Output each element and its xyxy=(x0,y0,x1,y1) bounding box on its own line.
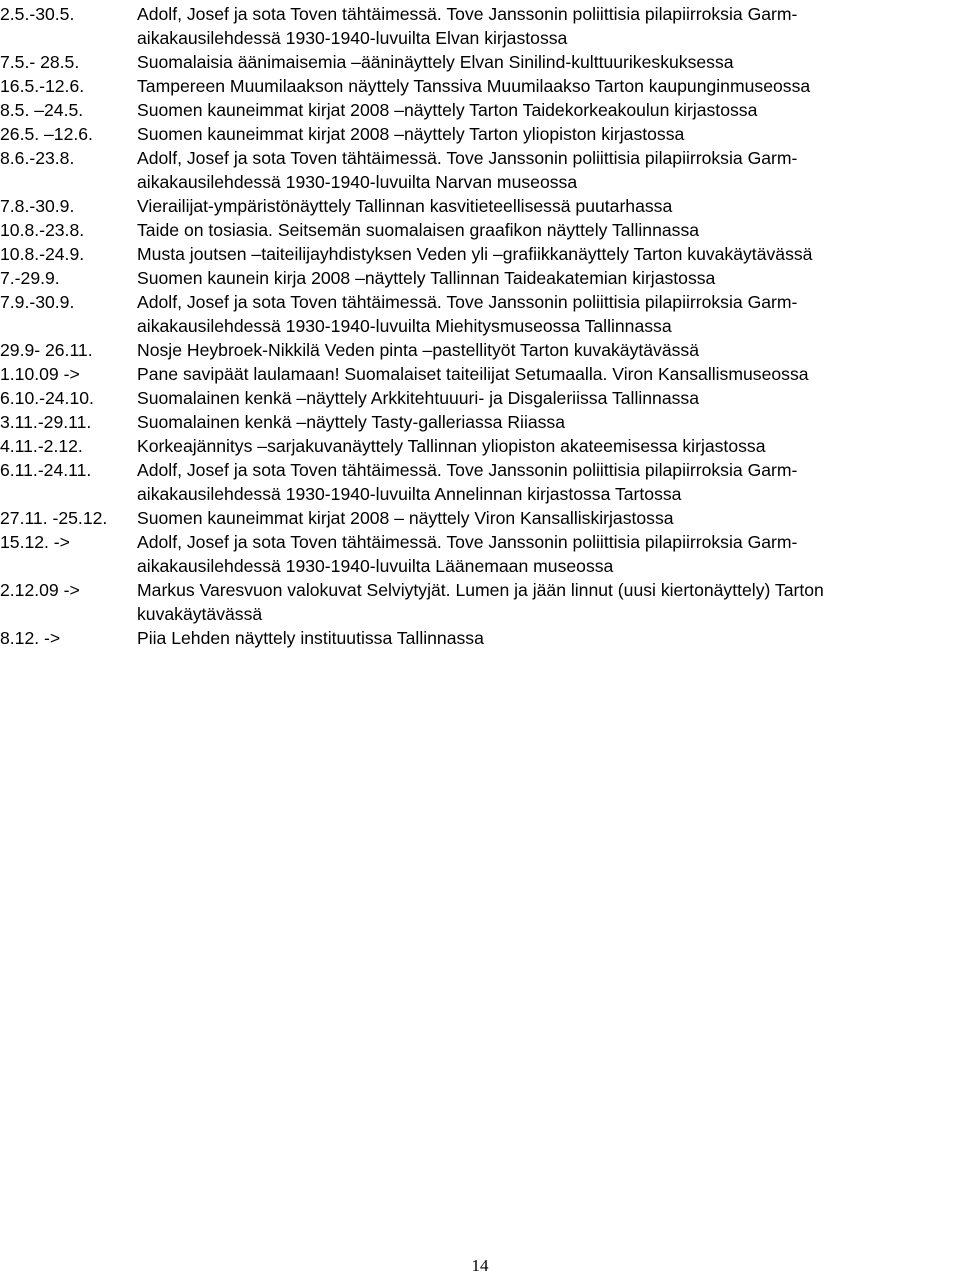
schedule-entry xyxy=(0,626,960,650)
schedule-entry xyxy=(0,578,960,626)
entry-description xyxy=(137,530,960,578)
schedule-entry xyxy=(0,122,960,146)
schedule-entry xyxy=(0,338,960,362)
entry-description xyxy=(137,50,960,74)
entry-description xyxy=(137,362,960,386)
entry-description-line: Musta joutsen –taiteilijayhdistyksen Veden yli –grafiikkanäyttely Tarton kuvakäytävässä xyxy=(137,244,813,264)
schedule-entry xyxy=(0,242,960,266)
entry-date: 10.8.-23.8. xyxy=(0,220,85,240)
entry-description xyxy=(137,506,960,530)
entry-description-line: Pane savipäät laulamaan! Suomalaiset taiteilijat Setumaalla. Viron Kansallismuseossa xyxy=(137,364,809,384)
schedule-entry xyxy=(0,266,960,290)
entry-description xyxy=(137,2,960,50)
entry-description-line: Adolf, Josef ja sota Toven tähtäimessä. Tove Janssonin poliittisia pilapiirroksia Garm- xyxy=(137,148,798,168)
entry-description xyxy=(137,146,960,194)
entry-description-line: Piia Lehden näyttely instituutissa Tallinnassa xyxy=(137,628,484,648)
schedule-entry xyxy=(0,410,960,434)
entry-date: 7.9.-30.9. xyxy=(0,292,75,312)
entry-description-line: Adolf, Josef ja sota Toven tähtäimessä. Tove Janssonin poliittisia pilapiirroksia Garm- xyxy=(137,292,798,312)
entry-description xyxy=(137,122,960,146)
entry-description-line: Suomen kaunein kirja 2008 –näyttely Tallinnan Taideakatemian kirjastossa xyxy=(137,268,716,288)
entry-description xyxy=(137,242,960,266)
entry-description-line: Korkeajännitys –sarjakuvanäyttely Tallinnan yliopiston akateemisessa kirjastossa xyxy=(137,436,766,456)
entry-description xyxy=(137,266,960,290)
entry-description-line: kuvakäytävässä xyxy=(137,604,263,624)
entry-date: 27.11. -25.12. xyxy=(0,508,108,528)
entry-description-line: Tampereen Muumilaakson näyttely Tanssiva Muumilaakso Tarton kaupunginmuseossa xyxy=(137,76,811,96)
entry-date: 6.11.-24.11. xyxy=(0,460,92,480)
entry-date: 2.12.09 -> xyxy=(0,580,80,600)
entry-description xyxy=(137,290,960,338)
schedule-entry xyxy=(0,506,960,530)
entry-description-line: Nosje Heybroek-Nikkilä Veden pinta –pastellityöt Tarton kuvakäytävässä xyxy=(137,340,699,360)
entry-description-line: Suomen kauneimmat kirjat 2008 – näyttely Viron Kansalliskirjastossa xyxy=(137,508,674,528)
entry-description-line: Suomalainen kenkä –näyttely Arkkitehtuuuri- ja Disgaleriissa Tallinnassa xyxy=(137,388,699,408)
entry-description-line: Suomen kauneimmat kirjat 2008 –näyttely Tarton yliopiston kirjastossa xyxy=(137,124,685,144)
entry-date: 1.10.09 -> xyxy=(0,364,80,384)
entry-date: 29.9- 26.11. xyxy=(0,340,93,360)
entry-date: 15.12. -> xyxy=(0,532,70,552)
schedule-entry xyxy=(0,290,960,338)
entry-date: 7.5.- 28.5. xyxy=(0,52,80,72)
schedule-entry xyxy=(0,362,960,386)
entry-description-line: aikakausilehdessä 1930-1940-luvuilta Miehitysmuseossa Tallinnassa xyxy=(137,316,672,336)
entry-date: 6.10.-24.10. xyxy=(0,388,94,408)
entry-description xyxy=(137,338,960,362)
entry-description xyxy=(137,194,960,218)
entry-description-line: aikakausilehdessä 1930-1940-luvuilta Elvan kirjastossa xyxy=(137,28,568,48)
entry-description xyxy=(137,218,960,242)
schedule-entry xyxy=(0,194,960,218)
entry-description xyxy=(137,410,960,434)
schedule-entry xyxy=(0,146,960,194)
entry-date: 3.11.-29.11. xyxy=(0,412,92,432)
entry-description xyxy=(137,626,960,650)
entry-date: 2.5.-30.5. xyxy=(0,4,75,24)
entry-description-line: Adolf, Josef ja sota Toven tähtäimessä. Tove Janssonin poliittisia pilapiirroksia Garm- xyxy=(137,532,798,552)
entry-date: 10.8.-24.9. xyxy=(0,244,85,264)
entry-description-line: Suomalainen kenkä –näyttely Tasty-galleriassa Riiassa xyxy=(137,412,566,432)
entry-description-line: Suomen kauneimmat kirjat 2008 –näyttely Tarton Taidekorkeakoulun kirjastossa xyxy=(137,100,758,120)
schedule-entry xyxy=(0,458,960,506)
entry-description-line: Adolf, Josef ja sota Toven tähtäimessä. Tove Janssonin poliittisia pilapiirroksia Garm- xyxy=(137,460,798,480)
entry-date: 7.-29.9. xyxy=(0,268,60,288)
schedule-entry xyxy=(0,50,960,74)
entry-date: 26.5. –12.6. xyxy=(0,124,93,144)
entry-description xyxy=(137,458,960,506)
schedule-entry xyxy=(0,530,960,578)
entry-description-line: Vierailijat-ympäristönäyttely Tallinnan kasvitieteellisessä puutarhassa xyxy=(137,196,673,216)
entry-description-line: Taide on tosiasia. Seitsemän suomalaisen graafikon näyttely Tallinnassa xyxy=(137,220,700,240)
entry-description xyxy=(137,386,960,410)
entry-date: 4.11.-2.12. xyxy=(0,436,83,456)
entry-description xyxy=(137,434,960,458)
schedule-entry xyxy=(0,386,960,410)
schedule-entry xyxy=(0,98,960,122)
entry-date: 7.8.-30.9. xyxy=(0,196,75,216)
entry-date: 8.12. -> xyxy=(0,628,61,648)
entry-description-line: aikakausilehdessä 1930-1940-luvuilta Läänemaan museossa xyxy=(137,556,614,576)
schedule-entry xyxy=(0,218,960,242)
entry-description-line: aikakausilehdessä 1930-1940-luvuilta Annelinnan kirjastossa Tartossa xyxy=(137,484,682,504)
page-number: 14 xyxy=(471,1256,489,1275)
entry-description xyxy=(137,74,960,98)
entry-description-line: Markus Varesvuon valokuvat Selviytyjät. Lumen ja jään linnut (uusi kiertonäyttely) Tarton xyxy=(137,580,824,600)
entry-description xyxy=(137,578,960,626)
entry-date: 16.5.-12.6. xyxy=(0,76,85,96)
entry-description-line: Adolf, Josef ja sota Toven tähtäimessä. Tove Janssonin poliittisia pilapiirroksia Garm- xyxy=(137,4,798,24)
entry-description-line: Suomalaisia äänimaisemia –ääninäyttely Elvan Sinilind-kulttuurikeskuksessa xyxy=(137,52,734,72)
schedule-entry xyxy=(0,2,960,50)
schedule-entry xyxy=(0,434,960,458)
entry-date: 8.5. –24.5. xyxy=(0,100,84,120)
entry-date: 8.6.-23.8. xyxy=(0,148,75,168)
entry-description xyxy=(137,98,960,122)
entry-description-line: aikakausilehdessä 1930-1940-luvuilta Narvan museossa xyxy=(137,172,578,192)
schedule-entry xyxy=(0,74,960,98)
exhibition-schedule xyxy=(0,2,960,650)
